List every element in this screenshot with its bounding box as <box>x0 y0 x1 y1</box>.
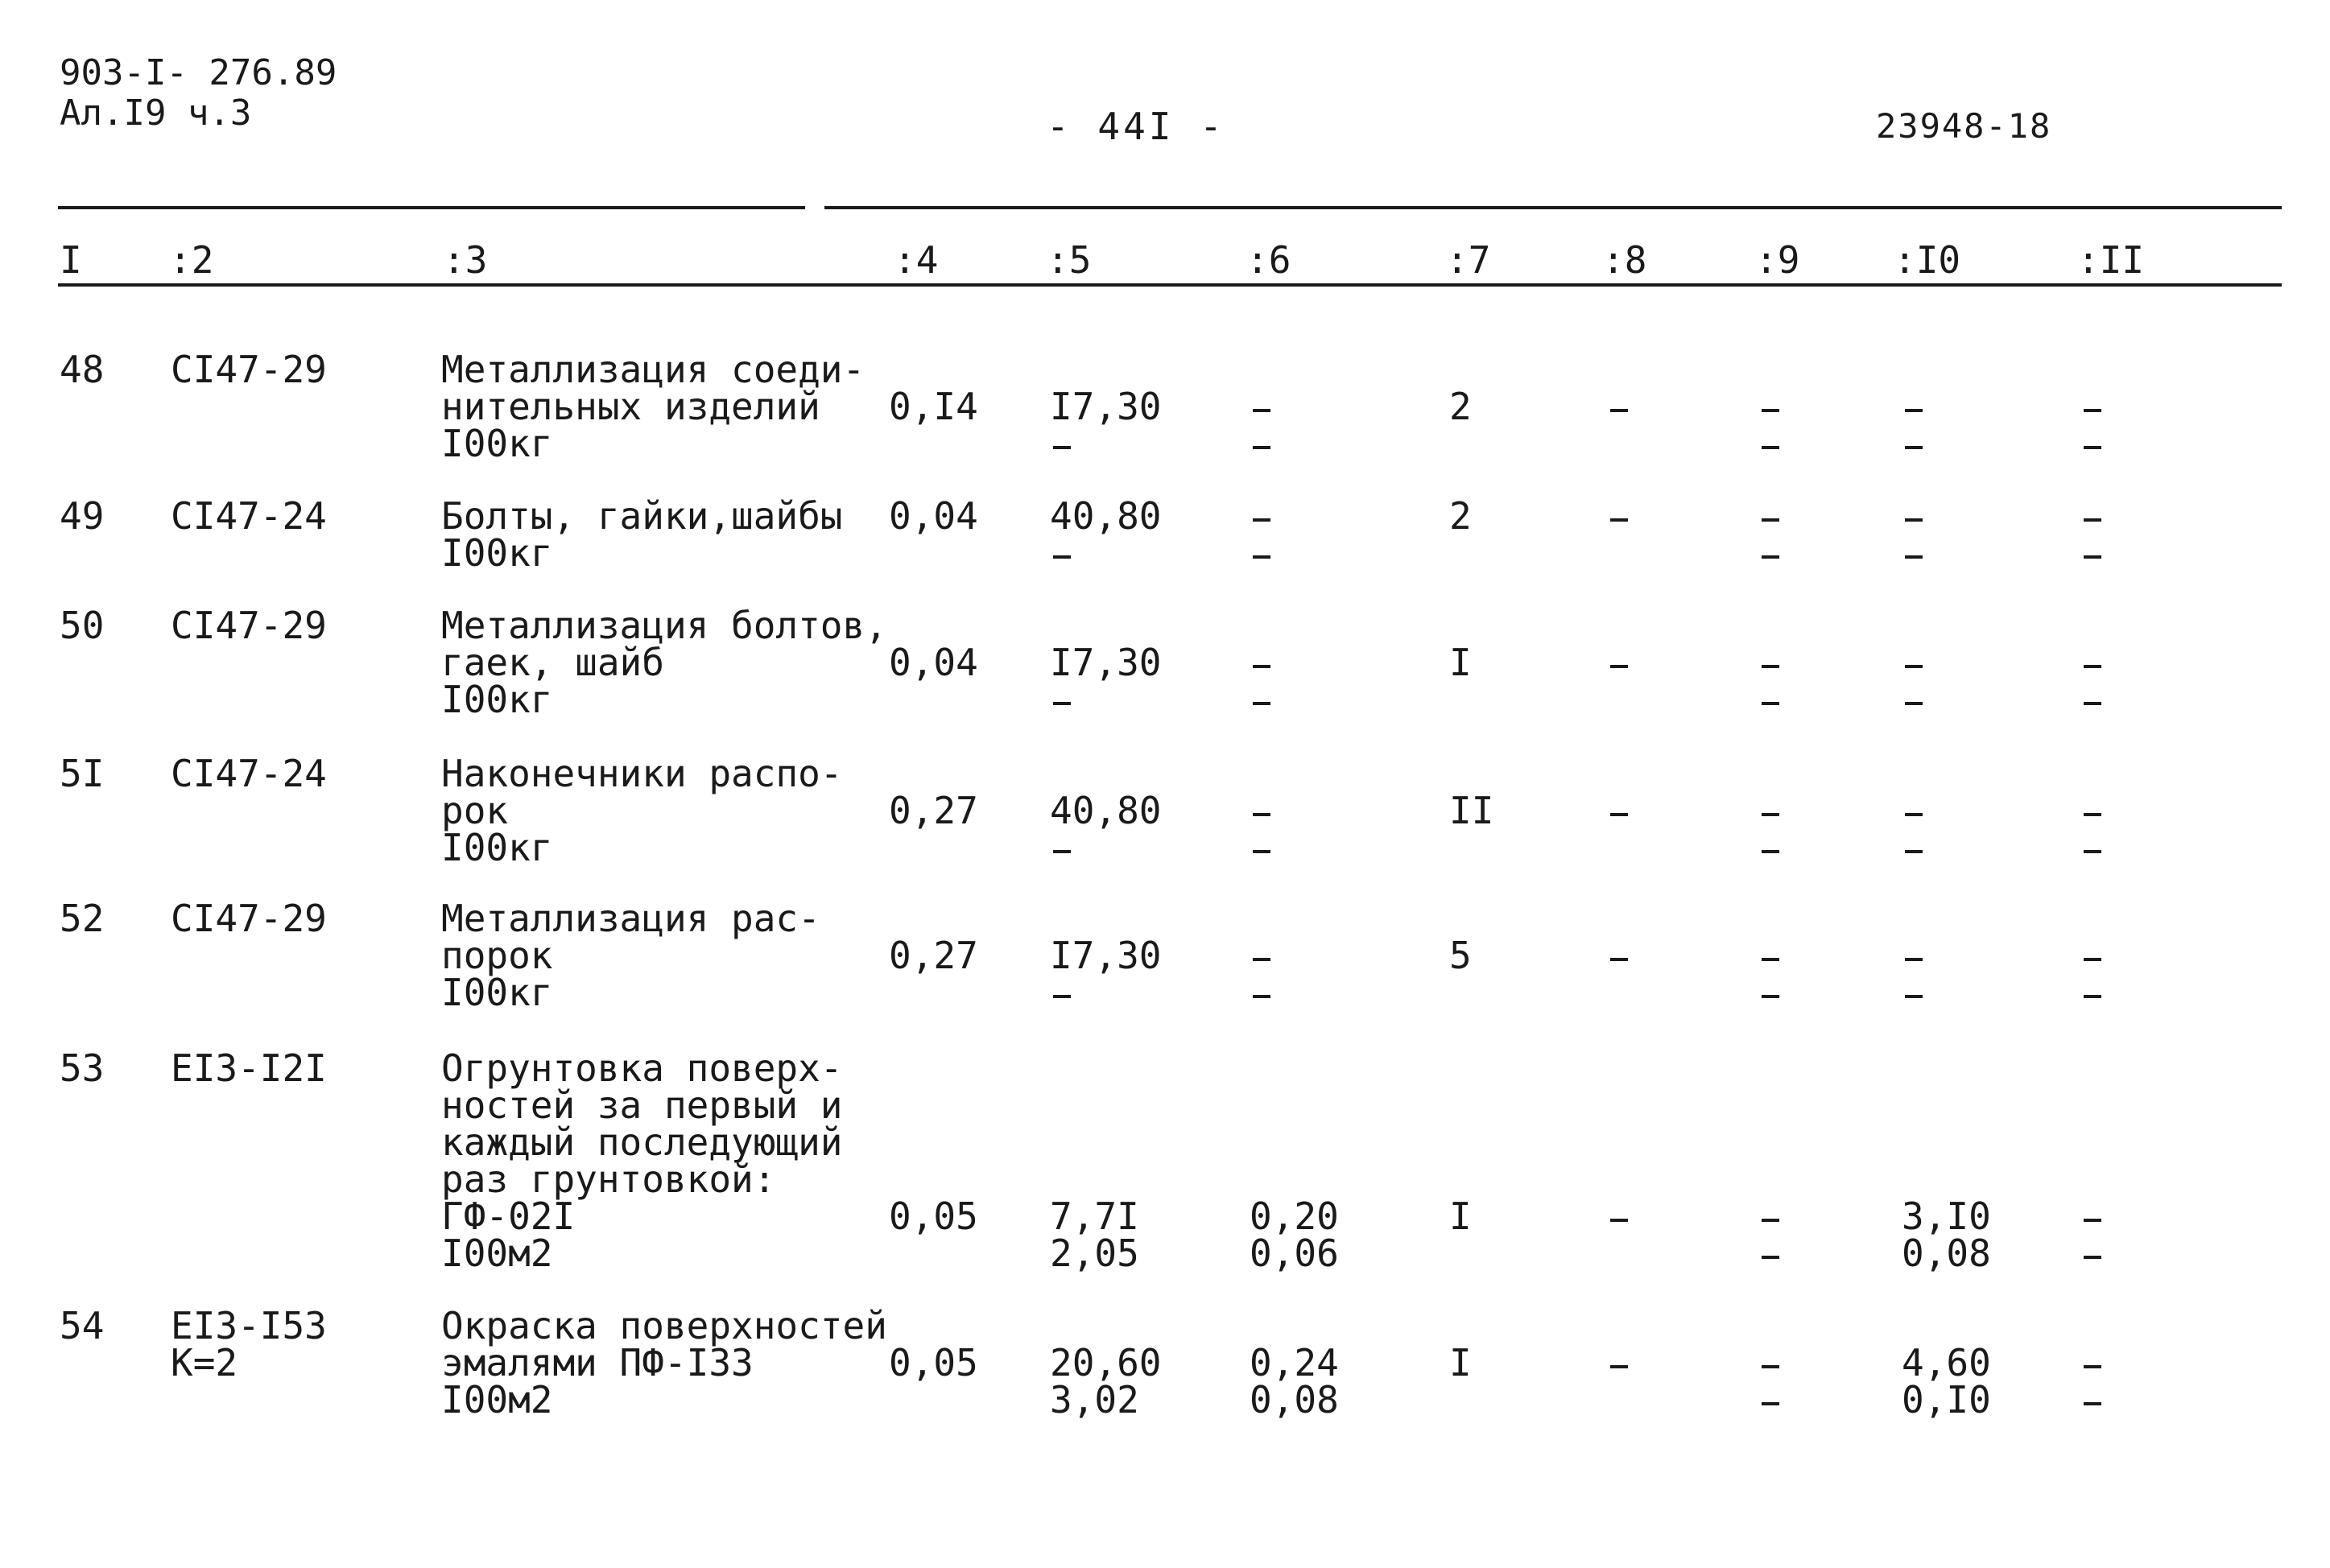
row-number: 52 <box>60 897 105 940</box>
row-col-10-top: 3,I0 <box>1902 1195 1991 1238</box>
row-col-10-top-dash <box>1905 813 1923 816</box>
row-number: 5I <box>60 752 105 795</box>
row-description-line: раз грунтовкой: <box>441 1157 776 1201</box>
document-code <box>60 53 337 134</box>
row-number: 48 <box>60 348 105 391</box>
header-col-7: :7 <box>1446 238 1491 282</box>
row-description-line: I00м2 <box>441 1232 553 1275</box>
row-description-line: I00кг <box>441 531 553 575</box>
row-col-10-bottom: 0,I0 <box>1902 1378 1991 1422</box>
row-col-7: 2 <box>1449 494 1472 538</box>
row-code: CI47-29 <box>171 897 327 940</box>
row-col-9-top-dash <box>1762 1219 1779 1222</box>
row-description-line: эмалями ПФ-I33 <box>441 1341 754 1384</box>
header-col-2: :2 <box>169 238 214 282</box>
row-col-7: I <box>1449 1195 1472 1238</box>
header-col-6: :6 <box>1246 238 1291 282</box>
row-description-line: Металлизация соеди- <box>441 348 865 391</box>
row-col-7: II <box>1449 789 1494 832</box>
row-col-9-bottom-dash <box>1762 555 1779 559</box>
row-col-10-bottom-dash <box>1905 995 1923 998</box>
row-description-line: Металлизация рас- <box>441 897 820 940</box>
row-col-10-top-dash <box>1905 665 1923 668</box>
row-col-5-top: 40,80 <box>1050 494 1162 538</box>
row-col-8-dash <box>1610 958 1628 961</box>
header-col-4: :4 <box>894 238 939 282</box>
row-code: CI47-29 <box>171 348 327 391</box>
row-col-8-dash <box>1610 1365 1628 1368</box>
row-col-5-top: I7,30 <box>1050 385 1162 428</box>
row-col-5-bottom-dash <box>1053 850 1071 853</box>
row-col-5-bottom-dash <box>1053 446 1071 449</box>
row-description-line: I00кг <box>441 971 553 1014</box>
row-col-9-top-dash <box>1762 665 1779 668</box>
row-col-4: 0,I4 <box>889 385 978 428</box>
row-code: CI47-24 <box>171 752 327 795</box>
row-number: 53 <box>60 1046 105 1090</box>
row-description-line: I00кг <box>441 826 553 869</box>
header-bottom-rule <box>58 283 2282 287</box>
row-col-5-top: 20,60 <box>1050 1341 1162 1384</box>
header-col-11: :II <box>2077 238 2145 282</box>
row-col-8-dash <box>1610 813 1628 816</box>
row-col-6-bottom-dash <box>1253 446 1270 449</box>
row-description-line: I00м2 <box>441 1378 553 1422</box>
row-col-7: 2 <box>1449 385 1472 428</box>
row-col-5-bottom-dash <box>1053 702 1071 705</box>
row-col-6-bottom: 0,06 <box>1250 1232 1339 1275</box>
row-col-11-top-dash <box>2084 1219 2101 1222</box>
header-col-9: :9 <box>1755 238 1800 282</box>
row-number: 50 <box>60 604 105 647</box>
row-col-4: 0,05 <box>889 1341 978 1384</box>
row-col-5-top: I7,30 <box>1050 641 1162 684</box>
row-col-6-top: 0,24 <box>1250 1341 1339 1384</box>
row-description-line: ностей за первый и <box>441 1083 843 1127</box>
row-col-6-bottom: 0,08 <box>1250 1378 1339 1422</box>
row-col-8-dash <box>1610 409 1628 412</box>
header-col-10: :I0 <box>1894 238 1961 282</box>
row-col-6-top-dash <box>1253 665 1270 668</box>
row-col-5-bottom: 3,02 <box>1050 1378 1139 1422</box>
row-description-line: каждый последующий <box>441 1120 843 1164</box>
row-description-line: Окраска поверхностей <box>441 1304 887 1347</box>
row-col-6-top-dash <box>1253 409 1270 412</box>
header-col-3: :3 <box>443 238 488 282</box>
row-col-5-bottom: 2,05 <box>1050 1232 1139 1275</box>
row-col-4: 0,27 <box>889 934 978 977</box>
row-col-11-top-dash <box>2084 1365 2101 1368</box>
row-description-line: рок <box>441 789 509 832</box>
row-description-line: Огрунтовка поверх- <box>441 1046 843 1090</box>
row-col-4: 0,05 <box>889 1195 978 1238</box>
row-col-10-bottom: 0,08 <box>1902 1232 1991 1275</box>
row-col-11-top-dash <box>2084 518 2101 522</box>
row-col-7: I <box>1449 1341 1472 1384</box>
row-col-9-top-dash <box>1762 958 1779 961</box>
row-description-line: порок <box>441 934 553 977</box>
row-col-9-bottom-dash <box>1762 995 1779 998</box>
row-col-11-bottom-dash <box>2084 446 2101 449</box>
code-line-2: Ал.I9 ч.3 <box>60 93 252 134</box>
row-col-6-bottom-dash <box>1253 995 1270 998</box>
row-col-6-bottom-dash <box>1253 702 1270 705</box>
row-col-6-bottom-dash <box>1253 850 1270 853</box>
row-col-7: 5 <box>1449 934 1472 977</box>
row-col-5-top: 40,80 <box>1050 789 1162 832</box>
row-col-11-bottom-dash <box>2084 850 2101 853</box>
row-col-10-bottom-dash <box>1905 446 1923 449</box>
page-number: - 44I - <box>1047 105 1225 148</box>
row-col-9-bottom-dash <box>1762 446 1779 449</box>
row-col-11-top-dash <box>2084 665 2101 668</box>
row-col-6-top-dash <box>1253 958 1270 961</box>
row-col-10-bottom-dash <box>1905 702 1923 705</box>
row-col-11-top-dash <box>2084 958 2101 961</box>
row-code: CI47-29 <box>171 604 327 647</box>
row-col-9-top-dash <box>1762 1365 1779 1368</box>
row-col-10-top: 4,60 <box>1902 1341 1991 1384</box>
row-code: EI3-I53 К=2 <box>171 1304 327 1384</box>
row-description-line: ГФ-02I <box>441 1195 576 1238</box>
row-col-11-top-dash <box>2084 813 2101 816</box>
row-col-8-dash <box>1610 665 1628 668</box>
row-col-8-dash <box>1610 1219 1628 1222</box>
row-col-11-bottom-dash <box>2084 1256 2101 1259</box>
row-col-6-top: 0,20 <box>1250 1195 1339 1238</box>
row-col-7: I <box>1449 641 1472 684</box>
row-description-line: Наконечники распо- <box>441 752 843 795</box>
row-description-line: I00кг <box>441 678 553 721</box>
row-description-line: I00кг <box>441 422 553 465</box>
row-col-10-top-dash <box>1905 518 1923 522</box>
row-col-9-bottom-dash <box>1762 1402 1779 1405</box>
row-col-11-top-dash <box>2084 409 2101 412</box>
row-col-9-top-dash <box>1762 813 1779 816</box>
row-col-9-bottom-dash <box>1762 850 1779 853</box>
row-col-6-bottom-dash <box>1253 555 1270 559</box>
top-rule-left <box>58 206 805 209</box>
row-description-line: гаек, шайб <box>441 641 664 684</box>
row-description-line: Болты, гайки,шайбы <box>441 494 843 538</box>
row-col-4: 0,04 <box>889 494 978 538</box>
row-col-4: 0,04 <box>889 641 978 684</box>
row-col-6-top-dash <box>1253 813 1270 816</box>
top-rule-right <box>824 206 2282 209</box>
row-col-8-dash <box>1610 518 1628 522</box>
row-description-line: нительных изделий <box>441 385 820 428</box>
row-col-10-top-dash <box>1905 409 1923 412</box>
row-col-6-top-dash <box>1253 518 1270 522</box>
row-col-11-bottom-dash <box>2084 1402 2101 1405</box>
header-col-5: :5 <box>1047 238 1092 282</box>
row-description-line: Металлизация болтов, <box>441 604 887 647</box>
row-code: EI3-I2I <box>171 1046 327 1090</box>
row-col-5-top: I7,30 <box>1050 934 1162 977</box>
row-col-4: 0,27 <box>889 789 978 832</box>
row-col-10-top-dash <box>1905 958 1923 961</box>
code-line-1: 903-I- 276.89 <box>60 52 337 93</box>
row-col-9-bottom-dash <box>1762 1256 1779 1259</box>
header-col-8: :8 <box>1602 238 1647 282</box>
row-number: 49 <box>60 494 105 538</box>
row-col-11-bottom-dash <box>2084 995 2101 998</box>
doc-number: 23948-18 <box>1876 106 2052 146</box>
row-col-10-bottom-dash <box>1905 850 1923 853</box>
row-col-10-bottom-dash <box>1905 555 1923 559</box>
row-col-9-top-dash <box>1762 409 1779 412</box>
row-col-5-bottom-dash <box>1053 555 1071 559</box>
row-col-5-bottom-dash <box>1053 995 1071 998</box>
row-number: 54 <box>60 1304 105 1347</box>
row-code: CI47-24 <box>171 494 327 538</box>
header-col-1: I <box>60 238 82 282</box>
row-col-9-bottom-dash <box>1762 702 1779 705</box>
row-col-5-top: 7,7I <box>1050 1195 1139 1238</box>
row-col-11-bottom-dash <box>2084 702 2101 705</box>
row-col-9-top-dash <box>1762 518 1779 522</box>
row-col-11-bottom-dash <box>2084 555 2101 559</box>
